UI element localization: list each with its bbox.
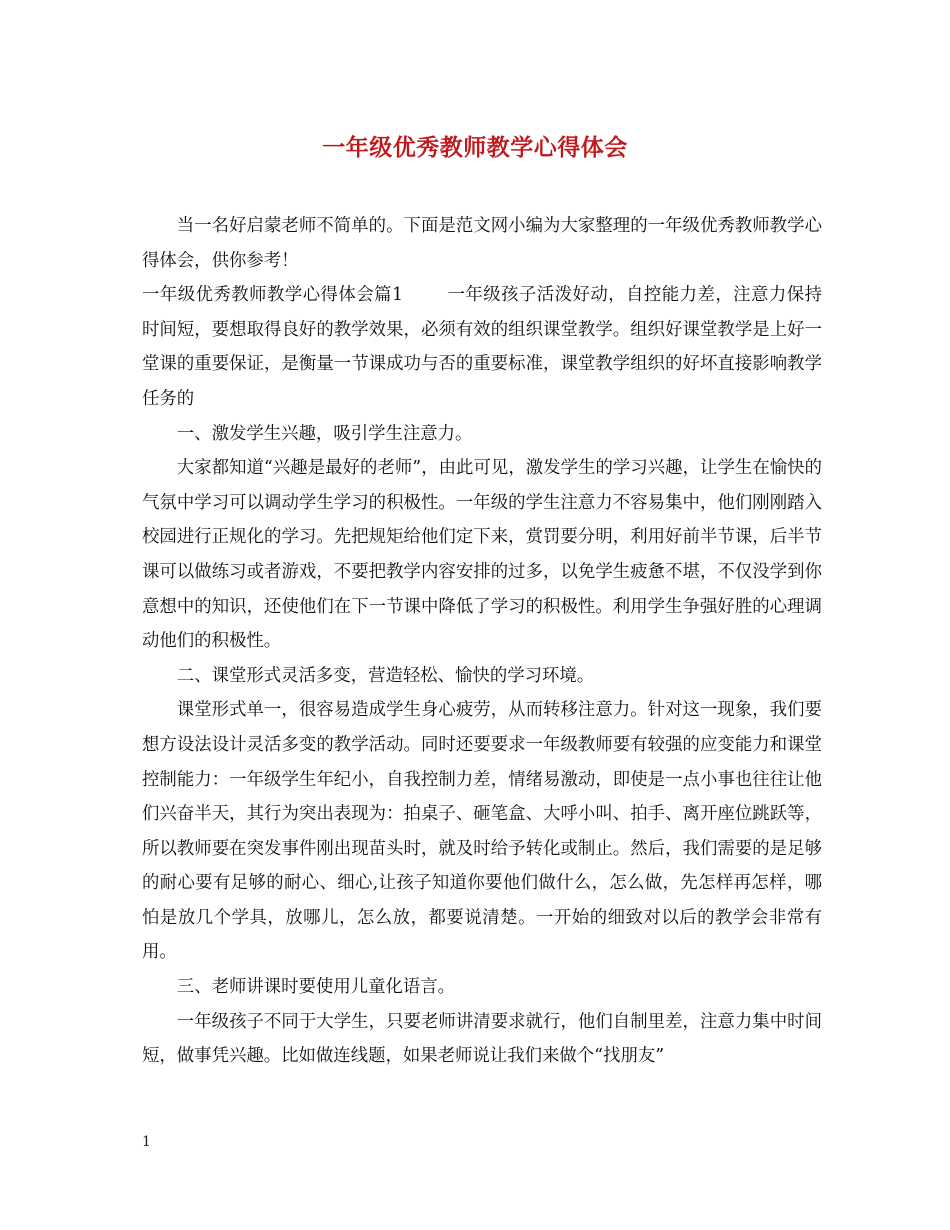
subheading-1-text: 大家都知道“兴趣是最好的老师”，由此可见，激发学生的学习兴趣，让学生在愉快的气氛中学习可以调动学生学习的积极性。一年级的学生注意力不容易集中，他们刚刚踏入校园进行正规化的学习。先把规矩给他们定下来，赏罚要分明，利用好前半节课，后半节课可以做练习或者游戏，不要把教学内容安排的过多，以免学生疲惫不堪，不仅没学到你意想中的知识，还使他们在下一节课中降低了学习的积极性。利用学生争强好胜的心理调动他们的积极性。 [142, 458, 822, 652]
document-body [142, 209, 822, 1074]
section-1-text: 一年级孩子活泼好动，自控能力差，注意力保持时间短，要想取得良好的教学效果，必须有效的组织课堂教学。组织好课堂教学是上好一堂课的重要保证，是衡量一节课成功与否的重要标准，课堂教学组织的好坏直接影响教学任务的 [142, 285, 822, 409]
document-title: 一年级优秀教师教学心得体会 [322, 134, 628, 161]
page-number: 1 [142, 1134, 151, 1150]
subheading-2-text: 课堂形式单一，很容易造成学生身心疲劳，从而转移注意力。针对这一现象，我们要想方设法设计灵活多变的教学活动。同时还要要求一年级教师要有较强的应变能力和课堂控制能力：一年级学生年纪小，自我控制力差，情绪易激动，即使是一点小事也往往让他们兴奋半天，其行为突出表现为：拍桌子、砸笔盒、大呼小叫、拍手、离开座位跳跃等，所以教师要在突发事件刚出现苗头时，就及时给予转化或制止。然后，我们需要的是足够的耐心要有足够的耐心、细心,让孩子知道你要他们做什么，怎么做，先怎样再怎样，哪怕是放几个学具，放哪儿，怎么放，都要说清楚。一开始的细致对以后的教学会非常有用。 [142, 700, 822, 963]
subheading-1: 一、激发学生兴趣，吸引学生注意力。 [176, 423, 473, 444]
subheading-3: 三、老师讲课时要使用儿童化语言。 [176, 977, 456, 998]
intro-paragraph: 当一名好启蒙老师不简单的。下面是范文网小编为大家整理的一年级优秀教师教学心得体会，供你参考！ [142, 216, 822, 271]
section-1-paragraph [142, 278, 822, 416]
subheading-3-text: 一年级孩子不同于大学生，只要老师讲清要求就行，他们自制里差，注意力集中时间短，做事凭兴趣。比如做连线题，如果老师说让我们来做个“找朋友” [142, 1011, 822, 1067]
subheading-2: 二、课堂形式灵活多变，营造轻松、愉快的学习环境。 [176, 665, 595, 686]
section-1-heading: 一年级优秀教师教学心得体会篇1 [142, 285, 404, 306]
